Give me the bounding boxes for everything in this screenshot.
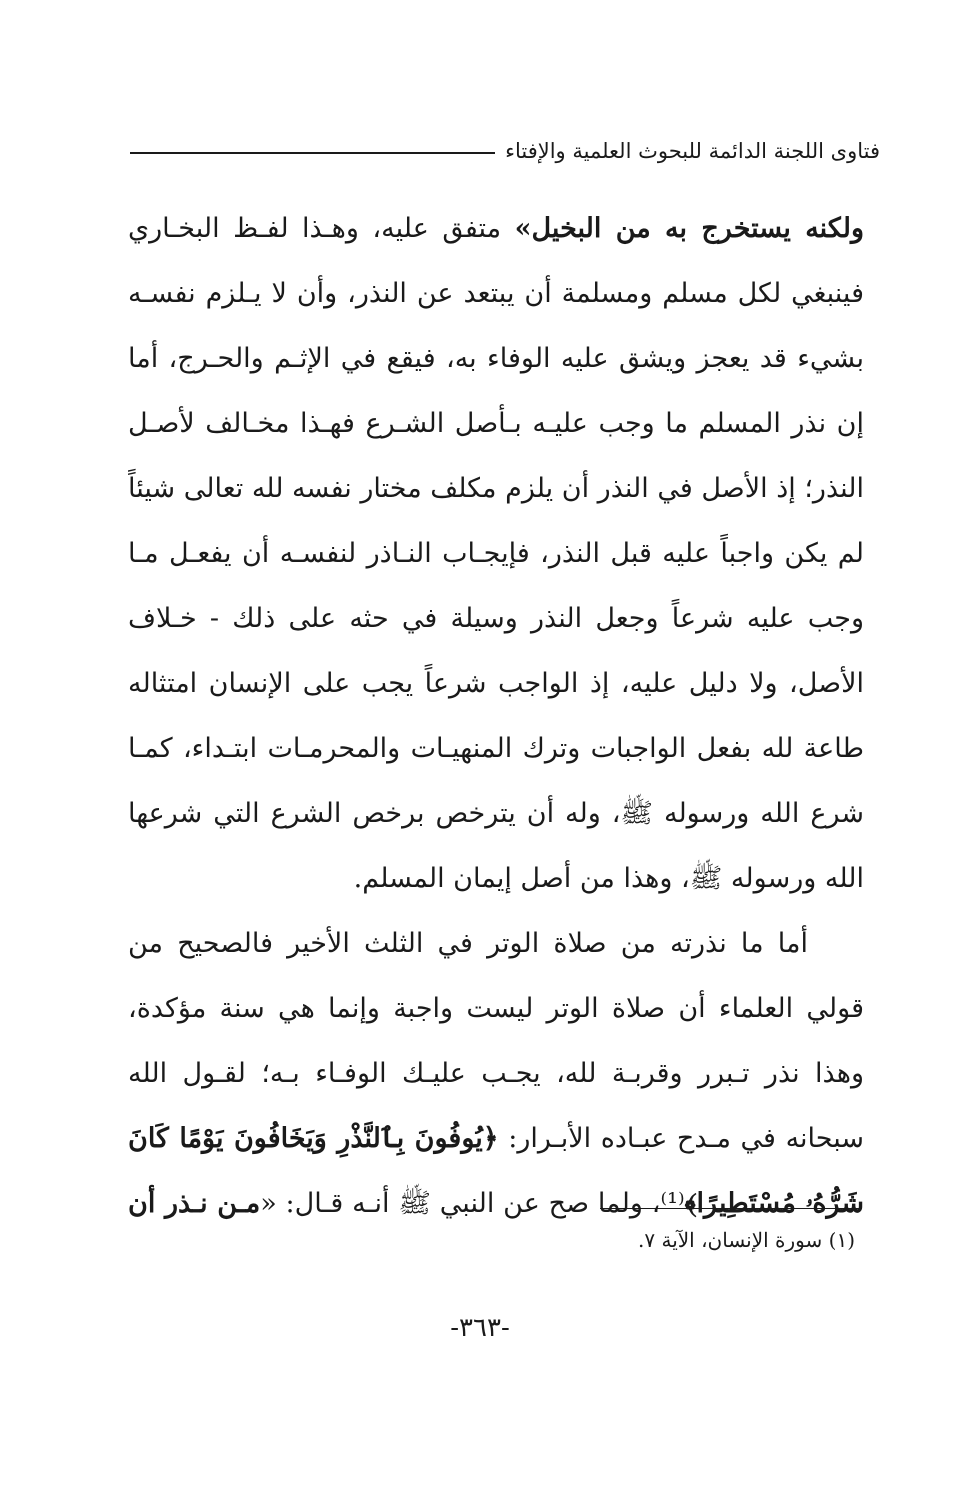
text-line: الأصل، ولا دليل عليه، إذ الواجب شرعاً يجب على الإنسان امتثاله [128, 668, 864, 699]
text-line: إن نذر المسلم ما وجب عليـه بـأصل الشـرع فهـذا مخـالف لأصـل [128, 408, 864, 439]
text-line: وهذا نذر تـبرر وقربـة لله، يجـب عليـك الوفـاء بـه؛ لقـول الله [128, 1058, 864, 1089]
text-line [128, 196, 864, 261]
text-line: بشيء قد يعجز ويشق عليه الوفاء به، فيقع في الإثـم والحـرج، أما [128, 343, 864, 374]
main-text [128, 196, 864, 1236]
text-line: النذر؛ إذ الأصل في النذر أن يلزم مكلف مختار نفسه لله تعالى شيئاً [128, 473, 864, 504]
text-line: الله ورسوله ﷺ، وهذا من أصل إيمان المسلم. [353, 863, 864, 894]
line-text: متفق عليه، وهـذا لفـظ البخـاري [128, 213, 515, 244]
quran-verse: شَرُّهُۥ مُسْتَطِيرًا﴾ [684, 1188, 864, 1219]
text-line: فينبغي لكل مسلم ومسلمة أن يبتعد عن النذر، وأن لا يـلزم نفسـه [128, 278, 864, 309]
running-header [130, 136, 880, 166]
line-text: سبحانه في مـدح عبـاده الأبـرار: [498, 1123, 864, 1154]
text-line: لم يكن واجباً عليه قبل النذر، فإيجـاب النـاذر لنفسـه أن يفعـل مـا [128, 538, 864, 569]
text-line: وجب عليه شرعاً وجعل النذر وسيلة في حثه على ذلك - خـلاف [128, 603, 864, 634]
text-line: طاعة لله بفعل الواجبات وترك المنهيـات والمحرمـات ابتـداء، كمـا [128, 733, 864, 764]
header-title: فتاوى اللجنة الدائمة للبحوث العلمية والإفتاء [505, 139, 880, 163]
hadith-quote: مـن نـذر أن [128, 1188, 261, 1219]
page-number: -٣٦٣- [450, 1313, 510, 1343]
text-line [128, 1171, 864, 1236]
text-line [128, 1106, 864, 1171]
footnote-rule [600, 1208, 862, 1209]
header-rule [130, 152, 495, 154]
text-line: قولي العلماء أن صلاة الوتر ليست واجبة وإنما هي سنة مؤكدة، [128, 993, 864, 1024]
text-line: شرع الله ورسوله ﷺ، وله أن يترخص برخص الشرع التي شرعها [128, 798, 864, 829]
line-text: ⁽¹⁾، ولما صح عن النبي ﷺ أنـه قـال: « [260, 1188, 685, 1219]
footnote: (١) سورة الإنسان، الآية ٧. [638, 1228, 855, 1252]
text-line: أما ما نذرته من صلاة الوتر في الثلث الأخير فالصحيح من [128, 928, 808, 959]
quran-verse: ﴿يُوفُونَ بِٱلنَّذْرِ وَيَخَافُونَ يَوْمًا كَانَ [128, 1123, 499, 1154]
hadith-quote: ولكنه يستخرج به من البخيل» [514, 213, 864, 244]
